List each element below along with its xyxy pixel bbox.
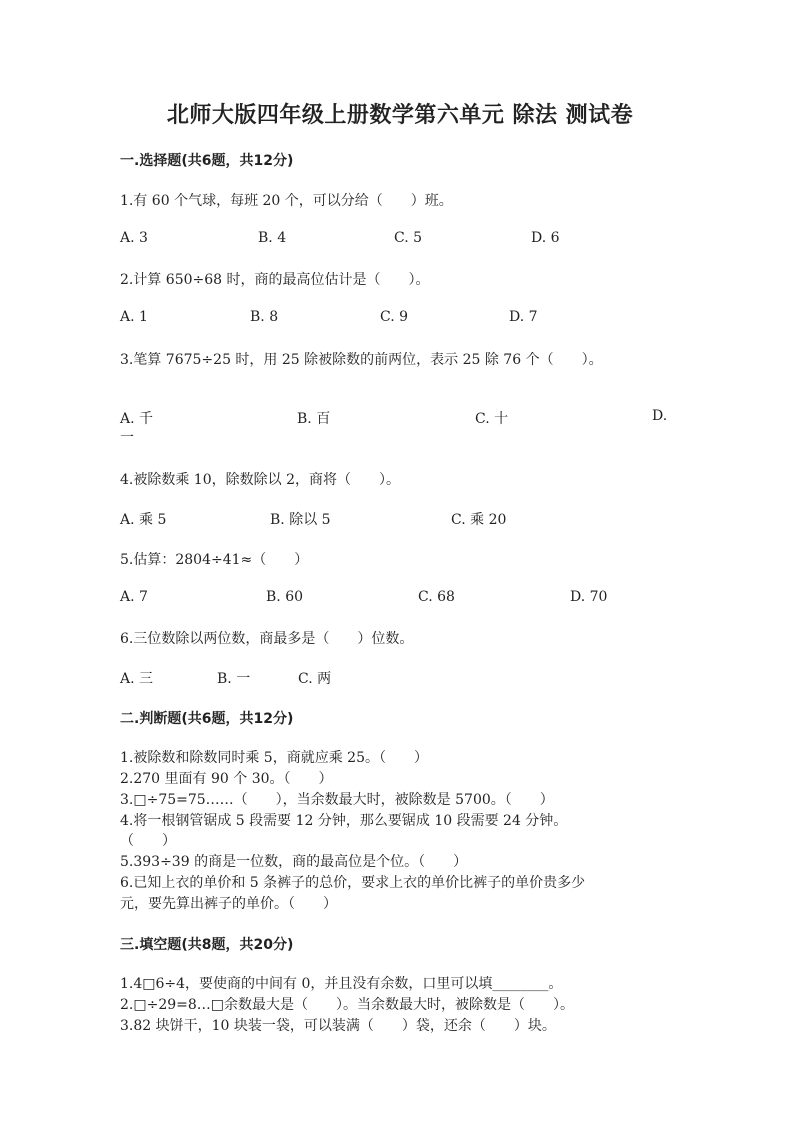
section-heading-fill-blank: 三.填空题(共8题，共20分) [120,937,294,953]
option-c: C. 两 [298,671,332,687]
question-4: 4.被除数乘 10，除数除以 2，商将（ ）。 [120,472,400,488]
option-c: C. 68 [418,589,455,605]
option-d-text: 一 [120,430,134,446]
question-3: 3.笔算 7675÷25 时，用 25 除被除数的前两位，表示 25 除 76 个（ ）。 [120,352,603,368]
option-c: C. 9 [380,309,409,325]
option-a: A. 千 [120,411,154,427]
option-d: D. [652,408,668,424]
option-b: B. 4 [258,230,287,246]
page-title: 北师大版四年级上册数学第六单元 除法 测试卷 [166,103,634,128]
judgment-line: 3.□÷75=75……（ ），当余数最大时，被除数是 5700。（ ） [120,792,554,808]
option-c: C. 乘 20 [451,512,507,528]
option-b: B. 60 [266,589,304,605]
option-d: D. 70 [570,589,608,605]
option-b: B. 百 [297,411,331,427]
section-heading-choice: 一.选择题(共6题，共12分) [120,153,294,169]
question-6: 6.三位数除以两位数，商最多是（ ）位数。 [120,631,414,647]
judgment-line: （ ） [120,833,176,849]
option-a: A. 三 [120,671,154,687]
option-a: A. 乘 5 [120,512,167,528]
option-a: A. 3 [120,230,148,246]
option-c: C. 十 [475,411,509,427]
judgment-line: 4.将一根钢管锯成 5 段需要 12 分钟，那么要锯成 10 段需要 24 分钟。 [120,813,568,829]
judgment-line: 5.393÷39 的商是一位数，商的最高位是个位。（ ） [120,854,468,870]
option-a: A. 7 [120,589,148,605]
option-b: B. 除以 5 [270,512,331,528]
judgment-line: 1.被除数和除数同时乘 5，商就应乘 25。（ ） [120,750,428,766]
judgment-line: 元，要先算出裤子的单价。（ ） [120,896,337,912]
option-c: C. 5 [394,230,423,246]
question-2: 2.计算 650÷68 时，商的最高位估计是（ ）。 [120,272,430,288]
fill-blank-line: 1.4□6÷4，要使商的中间有 0，并且没有余数，口里可以填________。 [120,976,563,992]
fill-blank-line: 2.□÷29=8…□余数最大是（ ）。当余数最大时，被除数是（ ）。 [120,997,574,1013]
question-5: 5.估算：2804÷41≈（ ） [120,552,309,568]
question-1: 1.有 60 个气球，每班 20 个，可以分给（ ）班。 [120,193,453,209]
judgment-line: 2.270 里面有 90 个 30。（ ） [120,771,333,787]
option-a: A. 1 [120,309,148,325]
section-heading-judgment: 二.判断题(共6题，共12分) [120,711,294,727]
judgment-line: 6.已知上衣的单价和 5 条裤子的总价，要求上衣的单价比裤子的单价贵多少 [120,875,586,891]
option-b: B. 一 [217,671,251,687]
option-b: B. 8 [250,309,279,325]
option-d: D. 7 [509,309,538,325]
option-d: D. 6 [531,230,560,246]
fill-blank-line: 3.82 块饼干，10 块装一袋，可以装满（ ）袋，还余（ ）块。 [120,1018,556,1034]
